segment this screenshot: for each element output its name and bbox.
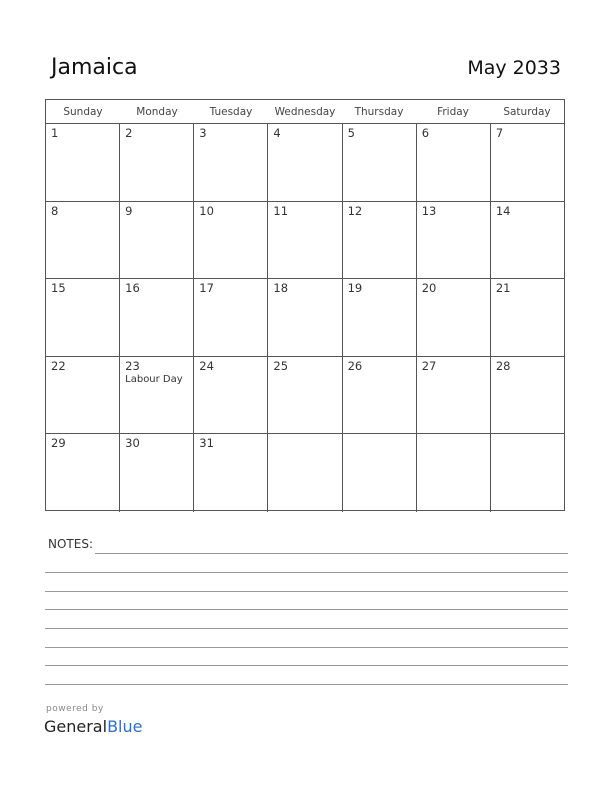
brand-blue: Blue: [107, 717, 143, 736]
day-number: 28: [495, 358, 511, 373]
weekday-tuesday: Tuesday: [209, 106, 253, 118]
day-number: 1: [51, 126, 59, 140]
day-number: 4: [273, 126, 281, 140]
day-number: 17: [199, 281, 214, 296]
notes-line: [95, 553, 568, 554]
day-number: 24: [199, 358, 214, 373]
day-cell: [194, 124, 268, 201]
powered-by-text: powered by: [46, 704, 104, 714]
week-row: [46, 357, 564, 435]
day-cell: [46, 357, 120, 434]
day-cell: [268, 279, 342, 356]
day-cell: [46, 202, 120, 279]
weekday-thursday: Thursday: [354, 106, 404, 118]
day-number: 29: [51, 436, 66, 451]
day-number: 20: [421, 281, 437, 296]
day-number: 11: [273, 203, 289, 218]
weekday-wednesday: Wednesday: [274, 106, 336, 118]
day-cell: [417, 124, 491, 201]
day-cell: [343, 202, 417, 279]
day-cell: [343, 434, 417, 512]
day-number: 10: [199, 203, 214, 218]
day-number: 12: [347, 203, 363, 218]
notes-line: [45, 684, 568, 685]
day-cell: [120, 124, 194, 201]
day-number: 23: [125, 358, 140, 373]
weekday-monday: Monday: [136, 106, 178, 118]
day-cell: [491, 434, 564, 512]
day-number: 6: [421, 126, 430, 140]
day-cell: [120, 202, 194, 279]
day-cell: [268, 202, 342, 279]
weekday-sunday: Sunday: [63, 106, 103, 118]
day-cell: [417, 357, 491, 434]
day-cell: [491, 124, 564, 201]
weekday-saturday: Saturday: [503, 106, 551, 118]
day-number: 26: [347, 358, 363, 373]
day-number: 8: [51, 203, 59, 218]
day-number: 2: [125, 126, 133, 140]
notes-line: [45, 572, 568, 573]
notes-line: [45, 647, 568, 648]
day-number: 30: [125, 436, 140, 451]
week-row: [46, 124, 564, 202]
day-number: 14: [495, 203, 511, 218]
day-cell: [343, 357, 417, 434]
day-cell: [343, 279, 417, 356]
day-cell: [194, 434, 268, 512]
calendar-grid: [45, 99, 565, 511]
notes-line: [45, 665, 568, 666]
week-row: [46, 279, 564, 357]
day-cell: [120, 357, 194, 434]
day-cell: [194, 357, 268, 434]
day-cell: [46, 434, 120, 512]
day-cell: [417, 434, 491, 512]
day-number: 16: [125, 281, 140, 296]
notes-label: NOTES:: [48, 537, 93, 551]
holiday-label: Labour Day: [125, 373, 183, 385]
day-cell: [491, 357, 564, 434]
day-cell: [194, 202, 268, 279]
month-year-title: May 2033: [467, 57, 561, 79]
day-cell: [417, 279, 491, 356]
notes-line: [45, 609, 568, 610]
brand-general: General: [44, 717, 108, 736]
week-row: [46, 202, 564, 280]
notes-line: [45, 591, 568, 592]
country-title: Jamaica: [51, 55, 138, 80]
day-number: 9: [125, 203, 133, 218]
day-cell: [46, 124, 120, 201]
day-number: 7: [495, 126, 504, 140]
day-cell: [268, 357, 342, 434]
day-cell: [343, 124, 417, 201]
day-number: 5: [347, 126, 355, 140]
day-cell: [491, 279, 564, 356]
day-number: 22: [51, 358, 66, 373]
day-cell: [120, 434, 194, 512]
week-row: [46, 434, 564, 512]
day-number: 13: [421, 203, 437, 218]
day-cell: [194, 279, 268, 356]
day-number: 15: [51, 281, 66, 296]
day-number: 19: [347, 281, 363, 296]
day-number: 25: [273, 358, 289, 373]
day-cell: [46, 279, 120, 356]
day-cell: [120, 279, 194, 356]
day-number: 3: [199, 126, 207, 140]
notes-line: [45, 628, 568, 629]
generalblue-logo: [44, 717, 142, 736]
day-number: 21: [495, 281, 511, 296]
day-number: 31: [199, 436, 214, 451]
day-cell: [268, 434, 342, 512]
day-number: 27: [421, 358, 437, 373]
day-cell: [417, 202, 491, 279]
day-cell: [268, 124, 342, 201]
day-cell: [491, 202, 564, 279]
weekday-friday: Friday: [437, 106, 469, 118]
weekday-header-row: [46, 100, 564, 124]
day-number: 18: [273, 281, 289, 296]
